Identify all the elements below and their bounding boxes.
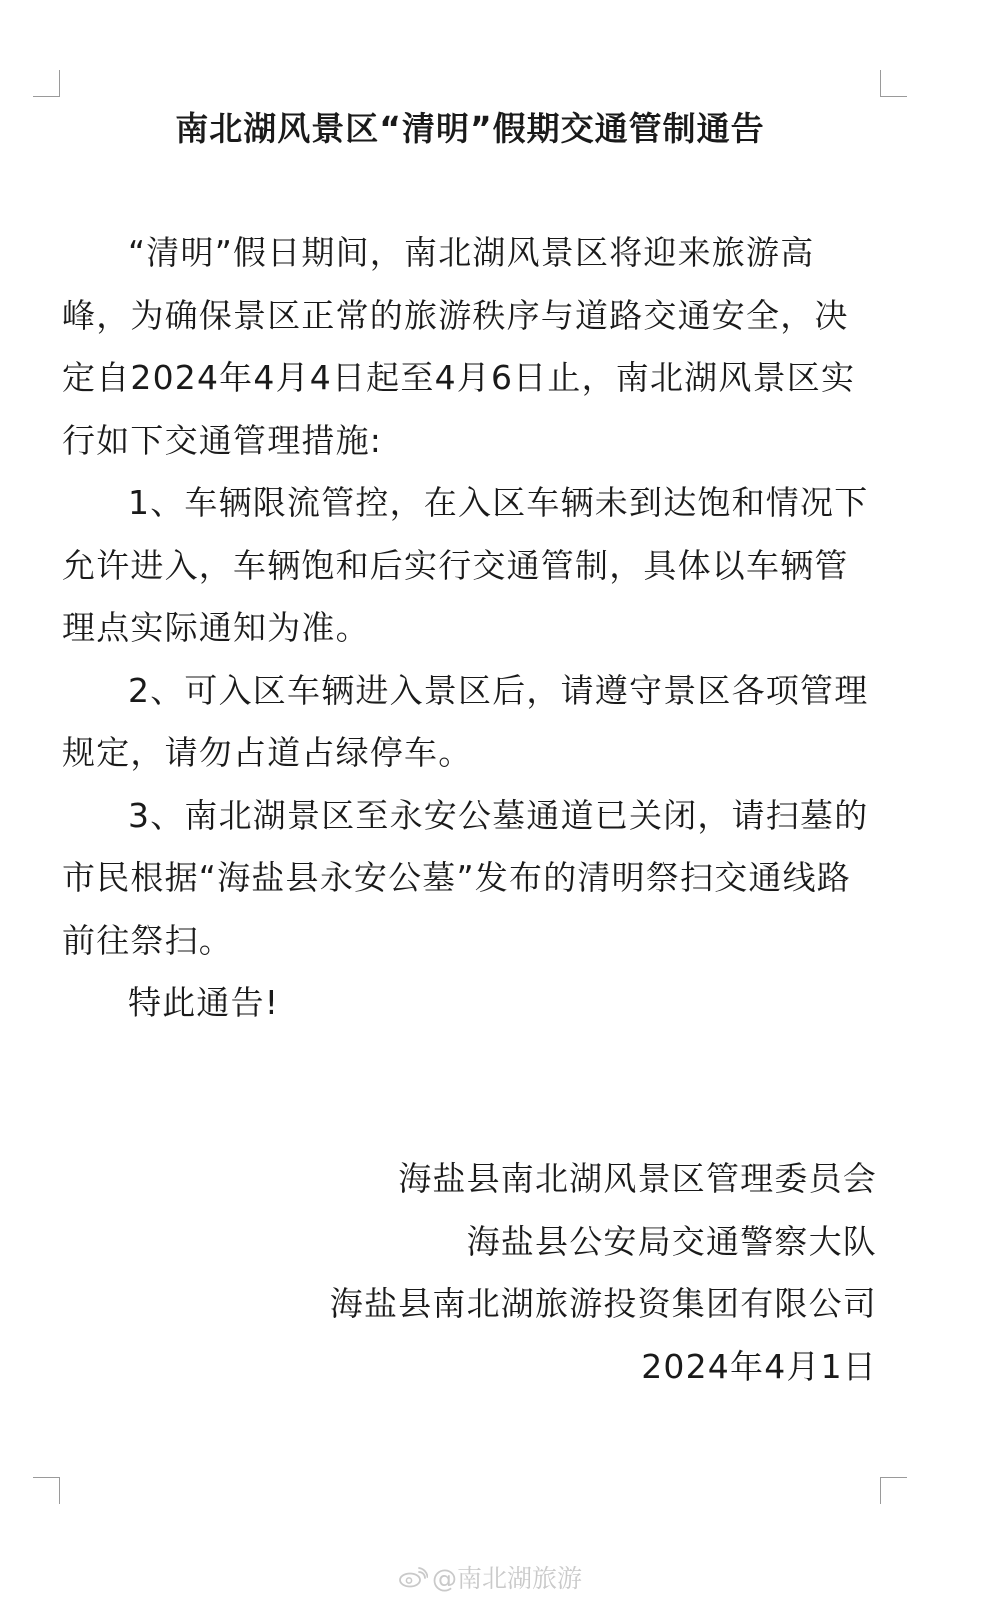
page-corner-mark-top-left — [33, 70, 60, 97]
weibo-watermark — [398, 1560, 582, 1594]
measure-2-paragraph: 2、可入区车辆进入景区后，请遵守景区各项管理规定，请勿占道占绿停车。 — [62, 670, 869, 772]
measure-3-paragraph: 3、南北湖景区至永安公墓通道已关闭，请扫墓的市民根据“海盐县永安公墓”发布的清明祭扫交通线路前往祭扫。 — [62, 795, 869, 960]
page-corner-mark-top-right — [880, 70, 907, 97]
issuer-scenic-committee: 海盐县南北湖风景区管理委员会 — [398, 1159, 877, 1198]
notice-date: 2024年4月1日 — [641, 1346, 877, 1386]
page-corner-mark-bottom-left — [33, 1477, 60, 1504]
signature-block — [330, 1148, 877, 1398]
issuer-tourism-group: 海盐县南北湖旅游投资集团有限公司 — [329, 1284, 877, 1323]
measure-1-paragraph: 1、车辆限流管控，在入区车辆未到达饱和情况下允许进入，车辆饱和后实行交通管制，具体以车辆管理点实际通知为准。 — [62, 483, 869, 647]
weibo-icon — [398, 1566, 428, 1588]
page-corner-mark-bottom-right — [880, 1477, 907, 1504]
issuer-traffic-police: 海盐县公安局交通警察大队 — [466, 1221, 877, 1261]
closing-paragraph: 特此通告! — [128, 983, 280, 1022]
notice-title: 南北湖风景区“清明”假期交通管制通告 — [175, 109, 765, 148]
notice-body — [62, 222, 882, 1035]
watermark-text: @南北湖旅游 — [432, 1564, 583, 1593]
intro-paragraph: “清明”假日期间，南北湖风景区将迎来旅游高峰，为确保景区正常的旅游秩序与道路交通安全，决定自2024年4月4日起至4月6日止，南北湖风景区实行如下交通管理措施: — [62, 233, 856, 460]
